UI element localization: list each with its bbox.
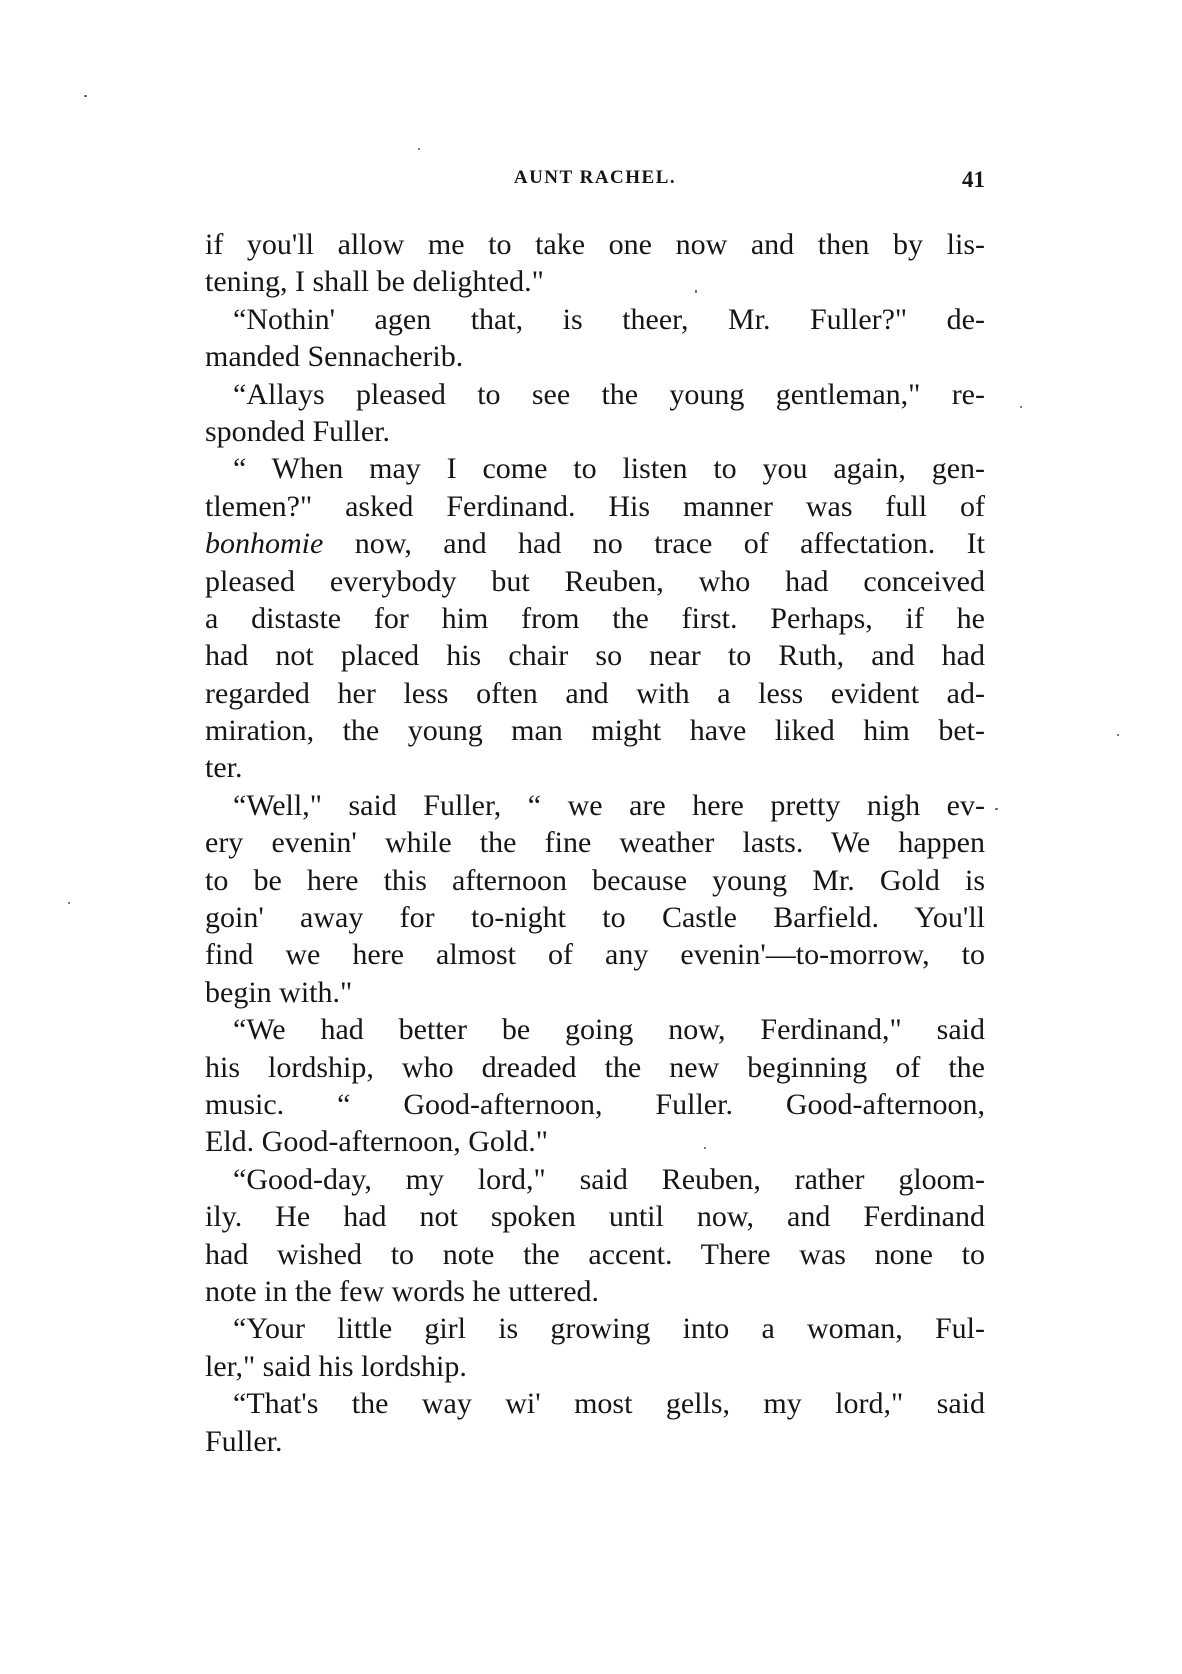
text-line: Fuller. — [205, 1424, 283, 1458]
text-line: “Your little girl is growing into a woman, Ful- — [233, 1312, 985, 1346]
text-line: ter. — [205, 751, 243, 785]
page-number: 41 — [962, 167, 985, 192]
running-title: AUNT RACHEL. — [513, 167, 677, 188]
text-line: music. “ Good-afternoon, Fuller. Good-afternoon, — [205, 1087, 985, 1121]
scan-speck — [995, 808, 998, 810]
text-line: ler," said his lordship. — [205, 1349, 467, 1383]
text-line: pleased everybody but Reuben, who had conceived — [205, 564, 985, 598]
text-line: “We had better be going now, Ferdinand," said — [233, 1013, 985, 1047]
text-line: “Nothin' agen that, is theer, Mr. Fuller?" de- — [233, 302, 985, 336]
scan-speck — [68, 902, 70, 904]
text-line: tlemen?" asked Ferdinand. His manner was full of — [205, 489, 985, 523]
text-line: “ When may I come to listen to you again, gen- — [233, 452, 985, 486]
text-line: bonhomie now, and had no trace of affectation. It — [205, 527, 985, 561]
text-line: note in the few words he uttered. — [205, 1274, 600, 1308]
text-line: tening, I shall be delighted." — [205, 265, 544, 299]
text-line: had wished to note the accent. There was none to — [205, 1237, 985, 1271]
scan-speck — [704, 1147, 706, 1149]
text-line: “Well," said Fuller, “ we are here pretty nigh ev- — [233, 788, 985, 822]
running-head — [205, 167, 985, 207]
text-line: a distaste for him from the first. Perhaps, if he — [205, 601, 985, 635]
scan-speck — [695, 290, 697, 293]
text-line: Eld. Good-afternoon, Gold." — [205, 1125, 549, 1159]
text-line: ily. He had not spoken until now, and Ferdinand — [205, 1200, 985, 1234]
text-line: to be here this afternoon because young Mr. Gold is — [205, 863, 985, 897]
text-line: goin' away for to-night to Castle Barfield. You'll — [205, 901, 985, 935]
scan-speck — [1117, 734, 1119, 736]
text-line: sponded Fuller. — [205, 414, 390, 448]
text-line: “Good-day, my lord," said Reuben, rather gloom- — [233, 1162, 985, 1196]
text-line: manded Sennacherib. — [205, 340, 464, 374]
body-text — [205, 226, 985, 1460]
text-line: ery evenin' while the fine weather lasts. We happen — [205, 826, 985, 860]
text-line: if you'll allow me to take one now and then by lis- — [205, 228, 985, 261]
text-line: find we here almost of any evenin'—to-morrow, to — [205, 938, 985, 972]
text-line: begin with." — [205, 975, 353, 1009]
scan-speck — [1020, 406, 1022, 408]
text-line: “Allays pleased to see the young gentleman," re- — [233, 377, 985, 411]
text-line: “That's the way wi' most gells, my lord," said — [233, 1387, 985, 1421]
scan-speck — [84, 95, 87, 97]
text-line: had not placed his chair so near to Ruth, and had — [205, 639, 985, 673]
scan-speck — [418, 148, 420, 150]
text-line: his lordship, who dreaded the new beginning of the — [205, 1050, 985, 1084]
text-line: miration, the young man might have liked him bet- — [205, 714, 985, 748]
text-line: regarded her less often and with a less evident ad- — [205, 676, 985, 710]
